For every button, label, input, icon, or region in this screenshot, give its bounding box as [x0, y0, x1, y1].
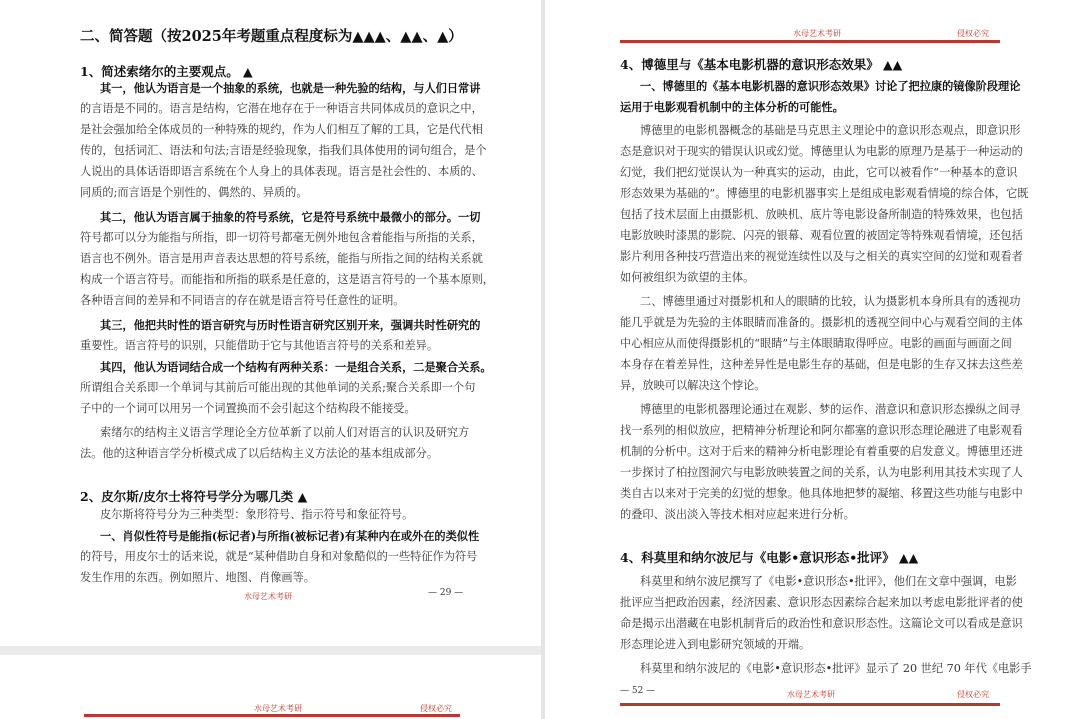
text-line: 人说出的具体话语即语言系统在个人身上的具体表现。语言是社会性的、本质的、 — [80, 165, 483, 178]
text-line: 如何被组织为欲望的主体。 — [620, 271, 755, 284]
text-line: 的符号，用皮尔士的话来说，就是“某种借助自身和对象酷似的一些特征作为符号 — [80, 550, 478, 563]
text-line: 批评应当把政治因素，经济因素、意识形态因素综合起来加以考虑电影批评者的使 — [620, 596, 1023, 609]
footer-copyright: 侵权必究 — [957, 690, 989, 699]
text-line: 形态效果为基础的”。博德里的电影机器事实上是组成电影观看情境的综合体，它既 — [620, 187, 1029, 200]
text-line: 传的，包括词汇、语法和句法;言语是经验现象，指我们具体使用的词句组合，是个 — [80, 144, 487, 157]
text-line: 皮尔斯将符号分为三种类型：象形符号、指示符号和象征符号。 — [100, 508, 414, 521]
text-line: 一、肖似性符号是能指(标记者)与所指(被标记者)有某种内在或外在的类似性 — [100, 529, 480, 543]
text-line: 命是揭示出潜藏在电影机制背后的政治性和意识形态性。这篇论文可以看成是意识 — [620, 617, 1023, 630]
text-line: 科莫里和纳尔波尼的《电影•意识形态•批评》显示了 20 世纪 70 年代《电影手 — [640, 662, 1032, 675]
text-line: 包括了技术层面上由摄影机、放映机、底片等电影设备所制造的特殊效果，也包括 — [620, 208, 1023, 221]
header-copyright: 侵权必究 — [957, 29, 989, 38]
text-line: 构成一个语言符号。而能指和所指的联系是任意的，这是语言符号的一个基本原则， — [80, 273, 494, 286]
footer-rule — [620, 703, 1000, 706]
text-line: 发生作用的东西。例如照片、地图、肖像画等。 — [80, 571, 315, 584]
text-line: 语言也不例外。语言是用声音表达思想的符号系统，能指与所指之间的结构关系就 — [80, 252, 483, 265]
text-line: 其一，他认为语言是一个抽象的系统，也就是一种先验的结构，与人们日常讲 — [100, 81, 481, 95]
text-line: 博德里的电影机器理论通过在观影、梦的运作、潜意识和意识形态操纵之间寻 — [640, 403, 1021, 416]
text-line: 各种语言间的差异和不同语言的存在就是语言符号任意性的证明。 — [80, 294, 405, 307]
footer-brand: 水母艺术考研 — [244, 592, 292, 601]
text-line: 一步探讨了柏拉图洞穴与电影放映装置之间的关系，认为电影利用其技术实现了人 — [620, 466, 1023, 479]
page-gap — [0, 646, 541, 655]
header-rule — [620, 40, 1000, 43]
text-line: 一、博德里的《基本电影机器的意识形态效果》讨论了把拉康的镜像阶段理论 — [640, 79, 1021, 93]
text-line: 其四，他认为语词结合成一个结构有两种关系：一是组合关系，二是聚合关系。 — [100, 360, 492, 374]
question-1-title: 1、简述索绪尔的主要观点。 ▲ — [80, 64, 253, 79]
text-line: 找一系列的相似放应，把精神分析理论和阿尔都塞的意识形态理论融进了电影观看 — [620, 424, 1023, 437]
text-line: 形态理论进入到电影研究领域的开端。 — [620, 638, 811, 651]
header-brand: 水母艺术考研 — [793, 29, 841, 38]
text-line: 影片利用各种技巧营造出来的视觉连续性以及与之相关的真实空间的幻觉和观看者 — [620, 250, 1023, 263]
text-line: 其二，他认为语言属于抽象的符号系统，它是符号系统中最微小的部分。一切 — [100, 210, 481, 224]
text-line: 符号都可以分为能指与所指，即一切符号都毫无例外地包含着能指与所指的关系， — [80, 231, 483, 244]
text-line: 幻觉，我们把幻觉误认为一种真实的运动，由此，它可以被看作“一种基本的意识 — [620, 166, 1018, 179]
header-rule — [84, 714, 460, 717]
text-line: 博德里的电影机器概念的基础是马克思主义理论中的意识形态观点，即意识形 — [640, 124, 1021, 137]
text-line: 中心相应从而使得摄影机的“眼睛”与主体眼睛取得呼应。电影的画面与画面之间 — [620, 337, 1012, 350]
question-4a-title: 4、博德里与《基本电影机器的意识形态效果》 ▲▲ — [620, 57, 903, 72]
text-line: 的言语是不同的。语言是结构，它潜在地存在于一种语言共同体成员的意识之中， — [80, 102, 483, 115]
footer-brand: 水母艺术考研 — [787, 690, 835, 699]
text-line: 本身存在着差异性，这种差异性是电影生存的基础，但是电影的生存又抹去这些差 — [620, 358, 1023, 371]
text-line: 科莫里和纳尔波尼撰写了《电影•意识形态•批评》，他们在文章中强调，电影 — [640, 575, 1017, 588]
question-2-title: 2、皮尔斯/皮尔士将符号学分为哪几类 ▲ — [80, 489, 308, 504]
text-line: 的叠印、淡出淡入等技术相对应起来进行分析。 — [620, 508, 855, 521]
text-line: 运用于电影观看机制中的主体分析的可能性。 — [620, 100, 844, 114]
text-line: 异，放映可以解决这个悖论。 — [620, 379, 766, 392]
text-line: 索绪尔的结构主义语言学理论全方位革新了以前人们对语言的认识及研究方 — [100, 426, 470, 439]
text-line: 同质的;而言语是个别性的、偶然的、异质的。 — [80, 186, 308, 199]
text-line: 能几乎就是为先验的主体眼睛而准备的。摄影机的透视空间中心与观看空间的主体 — [620, 316, 1023, 329]
next-page-copyright: 侵权必究 — [420, 704, 452, 713]
text-line: 所谓组合关系即一个单词与其前后可能出现的其他单词的关系;聚合关系即一个句 — [80, 381, 476, 394]
text-line: 重要性。语言符号的识别，只能借助于它与其他语言符号的关系和差异。 — [80, 339, 439, 352]
text-line: 二、博德里通过对摄影机和人的眼睛的比较，认为摄影机本身所具有的透视功 — [640, 295, 1021, 308]
text-line: 是社会强加给全体成员的一种特殊的规约，作为人们相互了解的工具，它是代代相 — [80, 123, 483, 136]
text-line: 机制的分析中。这对于后来的精神分析电影理论有着重要的启发意义。博德里还进 — [620, 445, 1023, 458]
text-line: 子中的一个词可以用另一个词置换而不会引起这个结构段不能接受。 — [80, 402, 416, 415]
section-title: 二、简答题（按2025年考题重点程度标为▲▲▲、▲▲、▲） — [80, 28, 463, 45]
next-page-brand: 水母艺术考研 — [254, 704, 302, 713]
question-4b-title: 4、科莫里和纳尔波尼与《电影•意识形态•批评》 ▲▲ — [620, 550, 919, 565]
right-document-page — [545, 0, 1080, 719]
page-number: — 52 — — [620, 686, 656, 696]
text-line: 态是意识对于现实的错误认识或幻觉。博德里认为电影的原理乃是基于一种运动的 — [620, 145, 1023, 158]
text-line: 其三，他把共时性的语言研究与历时性语言研究区别开来，强调共时性研究的 — [100, 318, 481, 332]
text-line: 类自古以来对于完美的幻觉的想象。他具体地把梦的凝缩、移置这些功能与电影中 — [620, 487, 1023, 500]
text-line: 法。他的这种语言学分析模式成了以后结构主义方法论的基本组成部分。 — [80, 447, 439, 460]
text-line: 电影放映时漆黑的影院、闪亮的银幕、观看位置的被固定等特殊观看情境，还包括 — [620, 229, 1023, 242]
page-number: — 29 — — [428, 588, 464, 598]
